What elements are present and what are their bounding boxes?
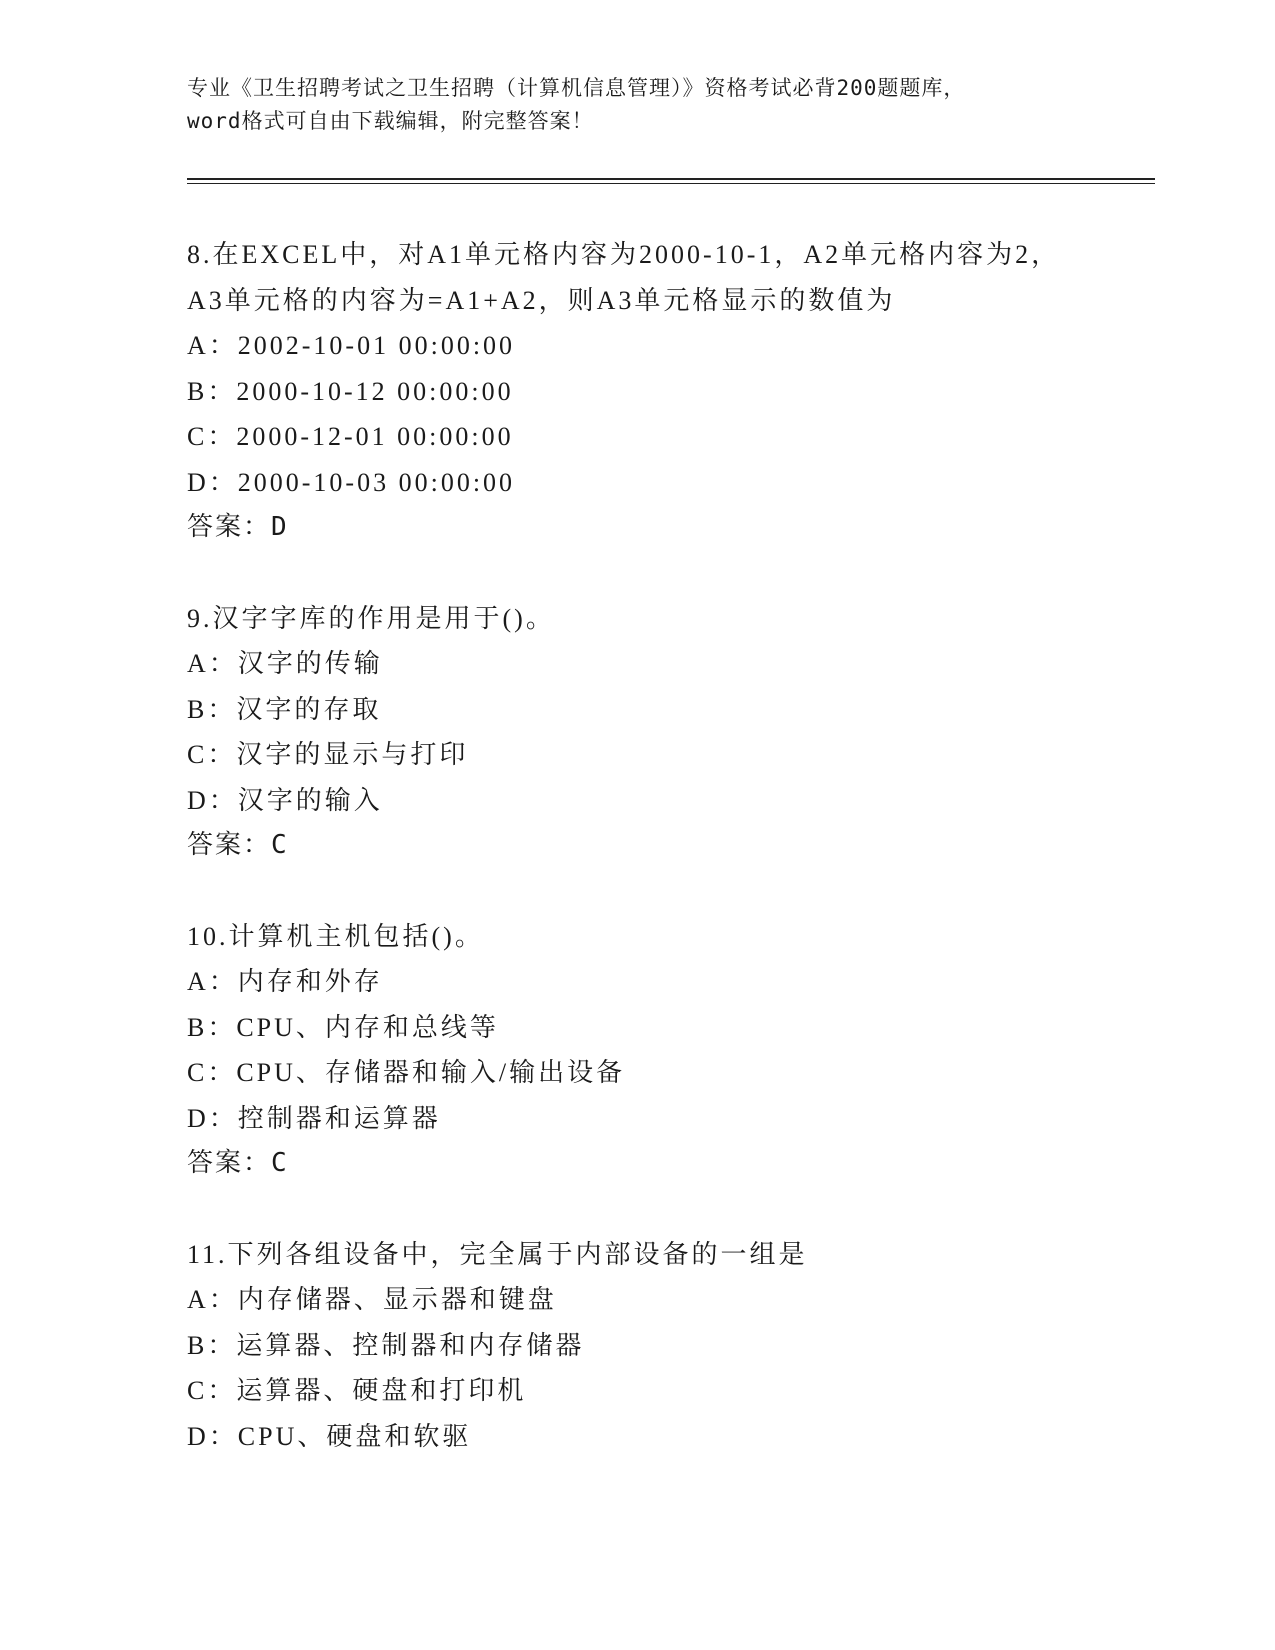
option-a: A：内存储器、显示器和键盘	[187, 1285, 557, 1314]
option-b: B：CPU、内存和总线等	[187, 1012, 499, 1042]
document-header	[187, 72, 1087, 138]
question-list	[187, 232, 1155, 1504]
question-9	[187, 596, 1155, 869]
question-8	[187, 232, 1155, 551]
option-d: D：汉字的输入	[187, 785, 383, 815]
option-d: D：控制器和运算器	[187, 1103, 441, 1133]
option-c: C：运算器、硬盘和打印机	[187, 1376, 527, 1405]
header-title-line-1: 专业《卫生招聘考试之卫生招聘（计算机信息管理）》资格考试必背200题题库，	[187, 76, 966, 100]
question-text: 10.计算机主机包括()。	[187, 921, 484, 951]
question-11	[187, 1232, 1155, 1460]
option-d: D：CPU、硬盘和软驱	[187, 1421, 472, 1451]
header-divider	[187, 178, 1155, 184]
question-10	[187, 914, 1155, 1187]
option-a: A：2002-10-01 00:00:00	[187, 331, 516, 360]
question-text: 11.下列各组设备中，完全属于内部设备的一组是	[187, 1239, 808, 1269]
option-d: D：2000-10-03 00:00:00	[187, 467, 516, 497]
option-b: B：2000-10-12 00:00:00	[187, 376, 514, 406]
header-title-line-2: word格式可自由下载编辑，附完整答案！	[187, 109, 594, 133]
option-a: A：汉字的传输	[187, 649, 383, 678]
answer: 答案：D	[187, 512, 289, 542]
option-c: C：汉字的显示与打印	[187, 740, 469, 769]
option-a: A：内存和外存	[187, 967, 383, 996]
answer: 答案：C	[187, 830, 289, 860]
answer: 答案：C	[187, 1148, 289, 1178]
question-text: 9.汉字字库的作用是用于()。	[187, 603, 555, 633]
option-c: C：CPU、存储器和输入/输出设备	[187, 1058, 626, 1087]
option-b: B：运算器、控制器和内存储器	[187, 1330, 585, 1360]
question-text-line-1: 8.在EXCEL中，对A1单元格内容为2000-10-1，A2单元格内容为2，	[187, 240, 1061, 269]
question-text-line-2: A3单元格的内容为=A1+A2，则A3单元格显示的数值为	[187, 285, 896, 315]
option-c: C：2000-12-01 00:00:00	[187, 422, 514, 451]
option-b: B：汉字的存取	[187, 694, 382, 724]
